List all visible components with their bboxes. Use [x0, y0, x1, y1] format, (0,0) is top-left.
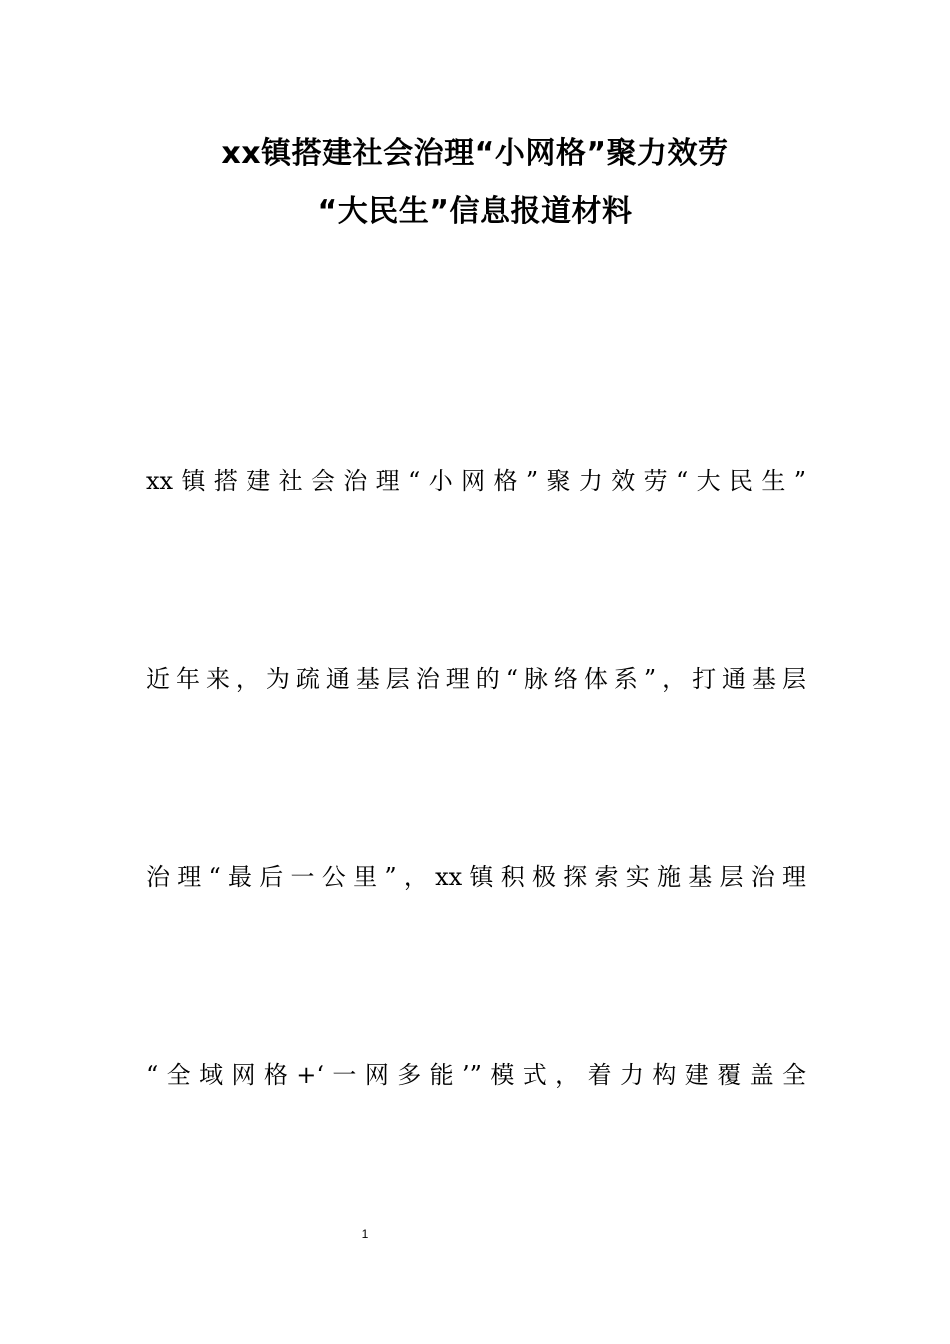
document-title-line-1: xx镇搭建社会治理“小网格”聚力效劳: [221, 136, 729, 171]
page-number: 1: [361, 1227, 369, 1241]
body-line-3: 治理“最后一公里”，xx镇积极探索实施基层治理: [146, 863, 806, 891]
body-line-1: xx镇搭建社会治理“小网格”聚力效劳“大民生”: [146, 467, 806, 495]
document-title-line-2: “大民生”信息报道材料: [317, 194, 633, 229]
body-line-2: 近年来，为疏通基层治理的“脉络体系”，打通基层: [146, 665, 806, 693]
body-line-4: “全域网格+‘一网多能’”模式，着力构建覆盖全: [146, 1061, 806, 1089]
